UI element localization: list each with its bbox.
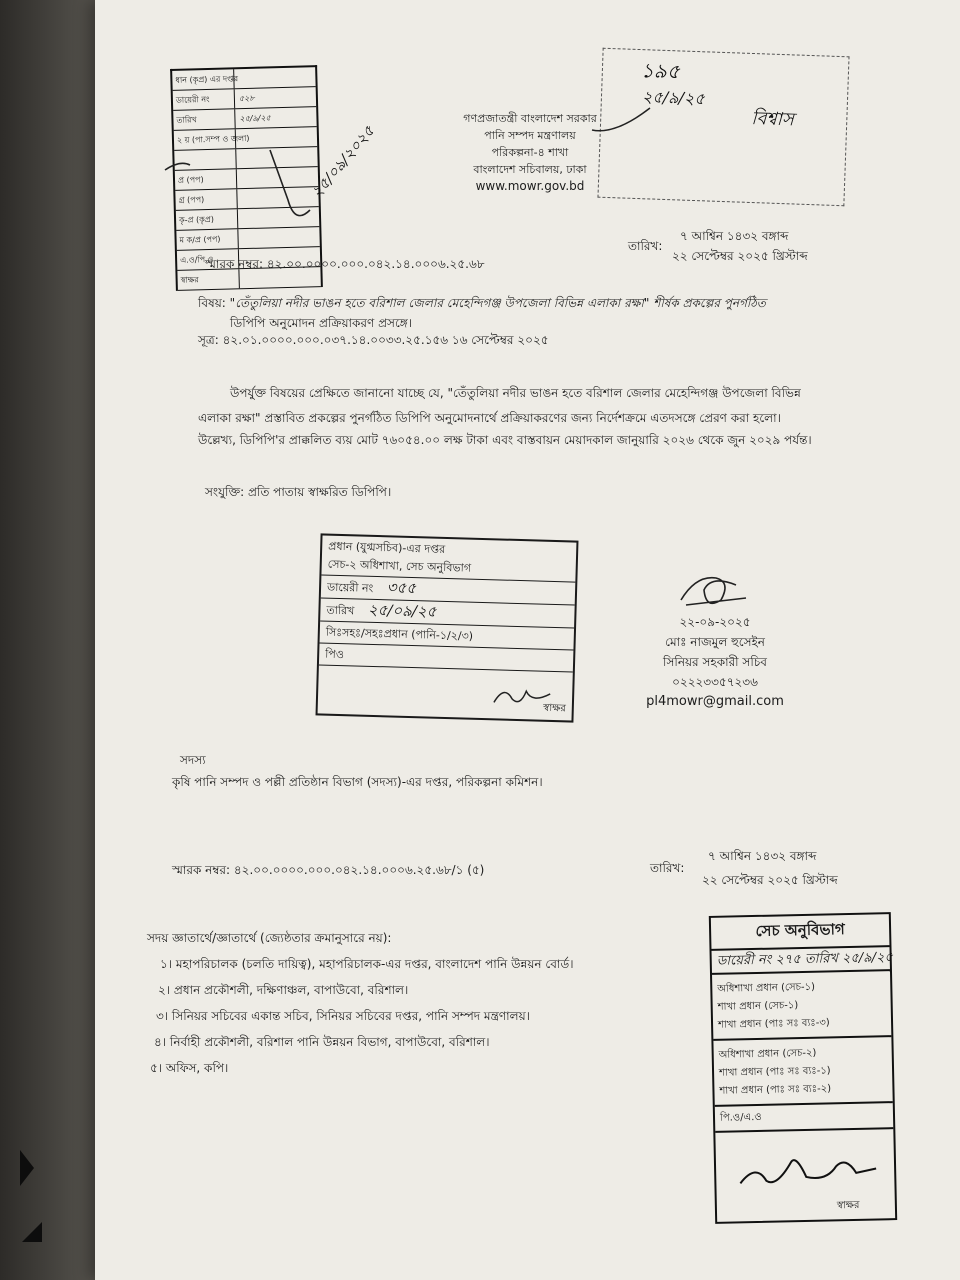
handwritten-signature: বিশ্বাস xyxy=(750,107,795,131)
stamp-row: শাখা প্রধান (পাঃ সঃ ব্যঃ-৩) xyxy=(713,1013,891,1041)
website-text: www.mowr.gov.bd xyxy=(475,179,585,193)
recipient-title: সদস্য xyxy=(180,753,206,767)
subject-text-cont: ডিপিপি অনুমোদন প্রক্রিয়াকরণ প্রসঙ্গে। xyxy=(230,316,413,330)
recipient-org: কৃষি পানি সম্পদ ও পল্লী প্রতিষ্ঠান বিভাগ (সদস্য)-এর দপ্তর, পরিকল্পনা কমিশন। xyxy=(172,775,543,789)
reference-label: সূত্র: xyxy=(198,333,219,347)
memo2-number: ৪২.০০.০০০০.০০০.০৪২.১৪.০০০৬.২৫.৬৮/১ (৫) xyxy=(233,863,485,877)
gov-title: গণপ্রজাতন্ত্রী বাংলাদেশ সরকার xyxy=(463,112,597,125)
stamp-signature-icon xyxy=(736,1150,887,1193)
distribution-heading: সদয় জ্ঞাতার্থে/জ্ঞাতার্থে (জ্যেষ্ঠতার ক্রমানুসারে নয়): xyxy=(147,931,392,945)
stamp-signature-icon xyxy=(492,682,553,710)
stamp-footer-row: পি.ও/এ.ও xyxy=(715,1103,894,1133)
subject-block xyxy=(198,293,766,333)
signer-date: ২২-০৯-২০২৫ xyxy=(679,615,751,629)
stamp-footer-label: স্বাক্ষর xyxy=(543,702,566,715)
memo2-date-bangla: ৭ আশ্বিন ১৪৩২ বঙ্গাব্দ xyxy=(708,849,817,863)
stamp-row: অধিশাখা প্রধান (সেচ-২) xyxy=(718,1047,817,1061)
handwritten-date: ২৫/৯/২৫ xyxy=(641,87,706,109)
memo-date-bangla: ৭ আশ্বিন ১৪৩২ বঙ্গাব্দ xyxy=(680,229,789,243)
reference-text: ৪২.০১.০০০০.০০০.০৩৭.১৪.০০৩৩.২৫.১৫৬ ১৬ সেপ্টেম্বর ২০২৫ xyxy=(222,333,549,347)
stamp-row: শাখা প্রধান (সেচ-১) xyxy=(717,1000,799,1013)
list-item: ২। প্রধান প্রকৌশলী, দক্ষিণাঞ্চল, বাপাউবো, বরিশাল। xyxy=(158,983,409,997)
stamp-row: শাখা প্রধান (পাঃ সঃ ব্যঃ-২) xyxy=(714,1079,892,1107)
list-item: ৩। সিনিয়র সচিবের একান্ত সচিব, সিনিয়র সচিবের দপ্তর, পানি সম্পদ মন্ত্রণালয়। xyxy=(156,1009,530,1023)
stamp-date-value: ২৫/৯/২৫ xyxy=(234,107,316,128)
ministry-name: পানি সম্পদ মন্ত্রণালয় xyxy=(484,129,576,142)
dark-marker-shape xyxy=(20,1150,34,1186)
memo2-date-english: ২২ সেপ্টেম্বর ২০২৫ খ্রিস্টাব্দ xyxy=(702,873,838,887)
body-line-3: উল্লেখ্য, ডিপিপি'র প্রাক্কলিত ব্যয় মোট ৭৬০৫৪.০০ লক্ষ টাকা এবং বাস্তবায়ন মেয়াদকাল জানুয়ারি ২০২৬ থেকে জুন ২০২৯ পর্যন্ত। xyxy=(198,433,812,447)
stamp-row-label: স্বাক্ষর xyxy=(180,275,199,285)
list-item: ৫। অফিস, কপি। xyxy=(150,1061,229,1075)
stamp-date-value: ২৫/০৯/২৫ xyxy=(367,600,437,621)
list-item: ১। মহাপরিচালক (চলতি দায়িত্ব), মহাপরিচালক-এর দপ্তর, বাংলাদেশ পানি উন্নয়ন বোর্ড। xyxy=(160,957,574,971)
attachment-line xyxy=(205,484,391,500)
memo-date-label: তারিখ: xyxy=(628,239,663,253)
body-line-2: এলাকা রক্ষা" প্রস্তাবিত প্রকল্পের পুনর্গঠিত ডিপিপি অনুমোদনার্থে প্রক্রিয়াকরণের জন্য নির্দেশক্রমে এতদসঙ্গে প্রেরণ করা হলো। xyxy=(198,411,781,425)
stamp-diary-label: ডায়েরী নং xyxy=(326,580,374,595)
stamp-row-label: গ্র (পপ) xyxy=(178,195,205,205)
memo-date-english: ২২ সেপ্টেম্বর ২০২৫ খ্রিস্টাব্দ xyxy=(672,249,808,263)
stamp-assign-row: সিঃসহঃ/সহঃপ্রধান (পানি-১/২/৩) xyxy=(320,621,575,650)
stamp-row-label: এ.ও/পি.ও xyxy=(180,254,214,265)
memo-number-line xyxy=(205,256,485,272)
stamp-division: সেচ-২ অধিশাখা, সেচ অনুবিভাগ xyxy=(321,553,576,582)
stamp-row-label: কৃ-প্র (কৃপ্র) xyxy=(178,214,215,225)
stamp-row-label: প্র (পপ) xyxy=(177,175,204,185)
branch-name: পরিকল্পনা-৪ শাখা xyxy=(491,146,569,159)
stamp-row-label: ডায়েরী নং xyxy=(175,94,210,105)
signer-designation: সিনিয়র সহকারী সচিব xyxy=(663,655,767,669)
list-item: ৪। নির্বাহী প্রকৌশলী, বরিশাল পানি উন্নয়ন বিভাগ, বাপাউবো, বরিশাল। xyxy=(154,1035,490,1049)
body-paragraph xyxy=(230,385,830,401)
dark-marker-shape xyxy=(22,1222,42,1242)
received-stamp-middle xyxy=(316,533,579,722)
stamp-office: প্রধান (যুগ্মসচিব)-এর দপ্তর xyxy=(328,539,446,556)
memo-number-label: স্মারক নম্বর: xyxy=(205,257,264,271)
stamp-po-row: পিও xyxy=(319,643,574,672)
handwritten-check-icon xyxy=(160,140,320,240)
signer-email: pl4mowr@gmail.com xyxy=(646,694,784,709)
subject-text: "তেঁতুলিয়া নদীর ভাঙন হতে বরিশাল জেলার মেহেন্দিগঞ্জ উপজেলা বিভিন্ন এলাকা রক্ষা" শীর্ষক প্রকল্পের পুনর্গঠিত xyxy=(229,296,766,310)
signature-icon xyxy=(676,570,756,615)
stamp-row-label: ম ক/প্র (পপ) xyxy=(179,234,221,245)
signer-name: মোঃ নাজমুল হুসেইন xyxy=(665,635,765,649)
office-address: বাংলাদেশ সচিবালয়, ঢাকা xyxy=(473,163,587,176)
stamp-diary-value: ৫২৮ xyxy=(234,87,316,108)
memo2-number-label: স্মারক নম্বর: xyxy=(172,863,231,877)
handwritten-number: ১৯৫ xyxy=(640,58,681,84)
attachment-label: সংযুক্তি: xyxy=(205,485,245,499)
memo2-date-label: তারিখ: xyxy=(650,861,685,875)
stamp-sign-label: স্বাক্ষর xyxy=(836,1199,860,1212)
stamp-row: শাখা প্রধান (পাঃ সঃ ব্যঃ-১) xyxy=(718,1065,831,1079)
background-table xyxy=(0,0,95,1280)
stamp-row-label: ২ য় (পা.সম্প ও জলা) xyxy=(176,133,250,145)
body-line-1: উপর্যুক্ত বিষয়ের প্রেক্ষিতে জানানো যাচ্ছে যে, "তেঁতুলিয়া নদীর ভাঙন হতে বরিশাল জেলার মেহেন্দিগঞ্জ উপজেলা বিভিন্ন xyxy=(230,386,801,400)
memo2-number-line xyxy=(172,862,484,878)
stamp-title: সেচ অনুবিভাগ xyxy=(711,914,890,951)
stamp-diary-value: ৩৫৫ xyxy=(386,578,417,598)
reference-line xyxy=(198,332,549,348)
memo-number: ৪২.০০.০০০০.০০০.০৪২.১৪.০০০৬.২৫.৬৮ xyxy=(266,257,485,271)
stamp-row-label: ধান (কৃপ্র) এর দপ্তর xyxy=(175,74,239,85)
margin-handwritten-date: ২৫/০৯/২০২৫ xyxy=(307,122,379,202)
distribution-block xyxy=(147,925,574,1081)
handwritten-mark-icon xyxy=(590,100,660,140)
subject-label: বিষয়: xyxy=(198,296,226,310)
stamp-row: অধিশাখা প্রধান (সেচ-১) xyxy=(717,981,816,995)
attachment-text: প্রতি পাতায় স্বাক্ষরিত ডিপিপি। xyxy=(247,485,392,499)
body-paragraph-cont xyxy=(198,407,818,451)
irrigation-wing-stamp xyxy=(709,912,897,1224)
signer-block xyxy=(640,612,790,712)
stamp-diary-row: ডায়েরী নং ২৭৫ তারিখ ২৫/৯/২৫ xyxy=(712,947,890,975)
stamp-date-label: তারিখ xyxy=(326,603,355,618)
signer-phone: ০২২২৩৩৫৭২৩৬ xyxy=(672,675,758,689)
stamp-row-label: তারিখ xyxy=(176,115,197,125)
